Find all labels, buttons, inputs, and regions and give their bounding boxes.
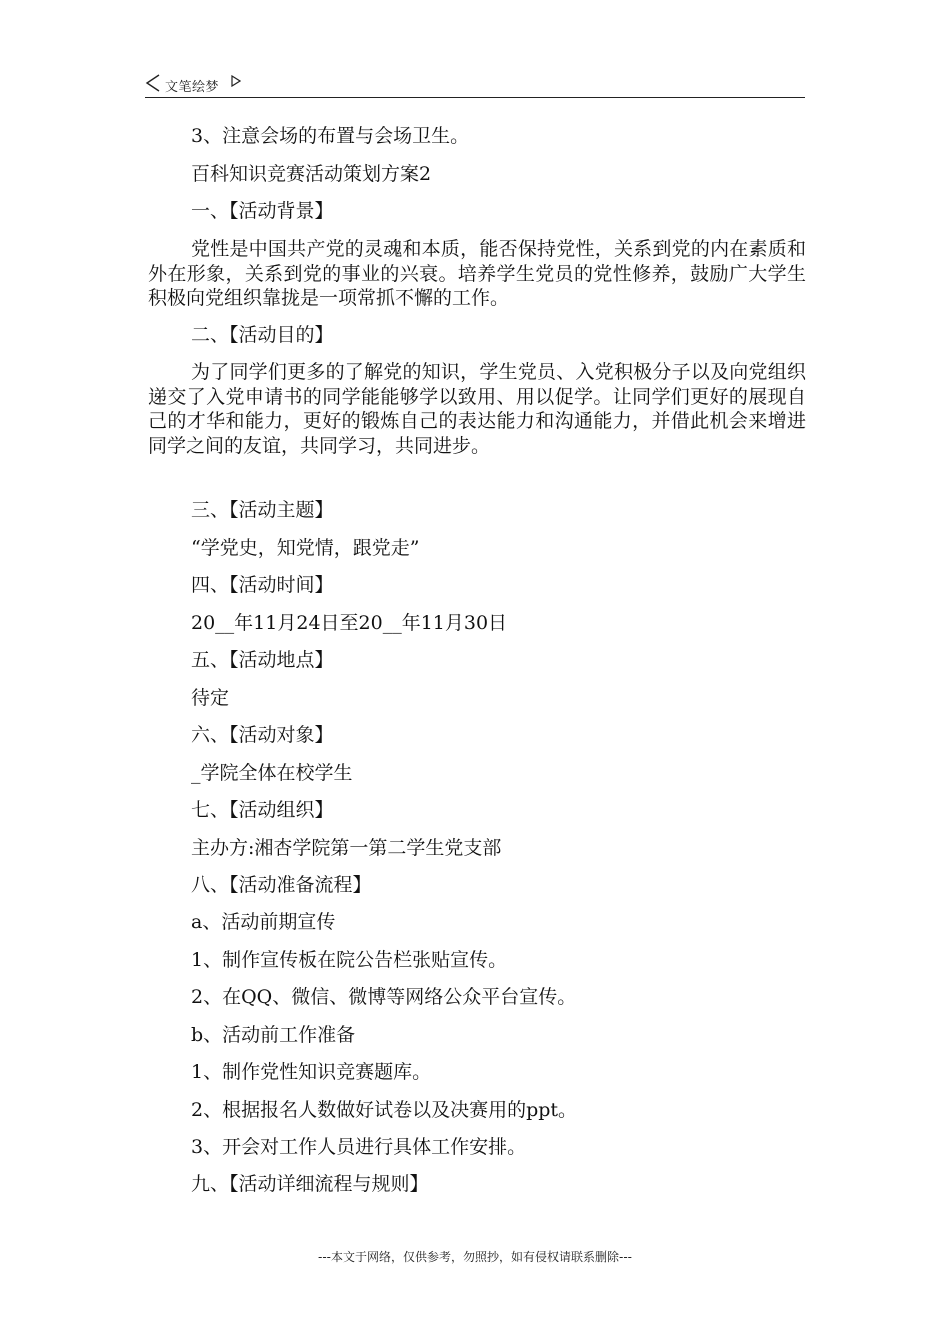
heading-theme: 三、【活动主题】 <box>191 499 334 521</box>
list-item: 1、制作宣传板在院公告栏张贴宣传。 <box>191 949 508 971</box>
theme-text: “学党史，知党情，跟党走” <box>191 537 420 559</box>
list-item: 3、开会对工作人员进行具体工作安排。 <box>191 1136 527 1158</box>
list-item: a、活动前期宣传 <box>191 911 336 933</box>
list-item: b、活动前工作准备 <box>191 1024 356 1046</box>
heading-background: 一、【活动背景】 <box>191 200 334 222</box>
text-line: 3、注意会场的布置与会场卫生。 <box>191 125 470 147</box>
page-header <box>145 74 805 96</box>
heading-purpose: 二、【活动目的】 <box>191 324 334 346</box>
triangle-left-icon <box>145 74 161 96</box>
heading-organization: 七、【活动组织】 <box>191 799 334 821</box>
brand-name: 文笔绘梦 <box>165 80 220 95</box>
heading-process: 九、【活动详细流程与规则】 <box>191 1173 429 1195</box>
organizer-text: 主办方:湘杏学院第一第二学生党支部 <box>191 837 502 859</box>
location-text: 待定 <box>191 687 230 709</box>
list-item: 2、根据报名人数做好试卷以及决赛用的ppt。 <box>191 1099 578 1121</box>
heading-preparation: 八、【活动准备流程】 <box>191 874 372 896</box>
list-item: 1、制作党性知识竞赛题库。 <box>191 1061 432 1083</box>
list-item: 2、在QQ、微信、微博等网络公众平台宣传。 <box>191 986 577 1008</box>
page-footer: ---本文于网络，仅供参考，勿照抄，如有侵权请联系删除--- <box>318 1250 632 1264</box>
triangle-right-icon <box>231 75 241 90</box>
heading-time: 四、【活动时间】 <box>191 574 334 596</box>
paragraph-background: 党性是中国共产党的灵魂和本质，能否保持党性，关系到党的内在素质和外在形象，关系到党的事业的兴衰。培养学生党员的党性修养，鼓励广大学生积极向党组织靠拢是一项常抓不懈的工作。 <box>148 238 806 309</box>
header-divider <box>145 97 805 98</box>
paragraph-purpose: 为了同学们更多的了解党的知识，学生党员、入党积极分子以及向党组织递交了入党申请书的同学能能够学以致用、用以促学。让同学们更好的展现自己的才华和能力，更好的锻炼自己的表达能力和沟通能力，并借此机会来增进同学之间的友谊，共同学习，共同进步。 <box>148 361 806 457</box>
heading-location: 五、【活动地点】 <box>191 649 334 671</box>
time-text: 20__年11月24日至20__年11月30日 <box>191 612 508 634</box>
heading-audience: 六、【活动对象】 <box>191 724 334 746</box>
section-title: 百科知识竞赛活动策划方案2 <box>191 163 432 185</box>
audience-text: _学院全体在校学生 <box>191 762 353 784</box>
